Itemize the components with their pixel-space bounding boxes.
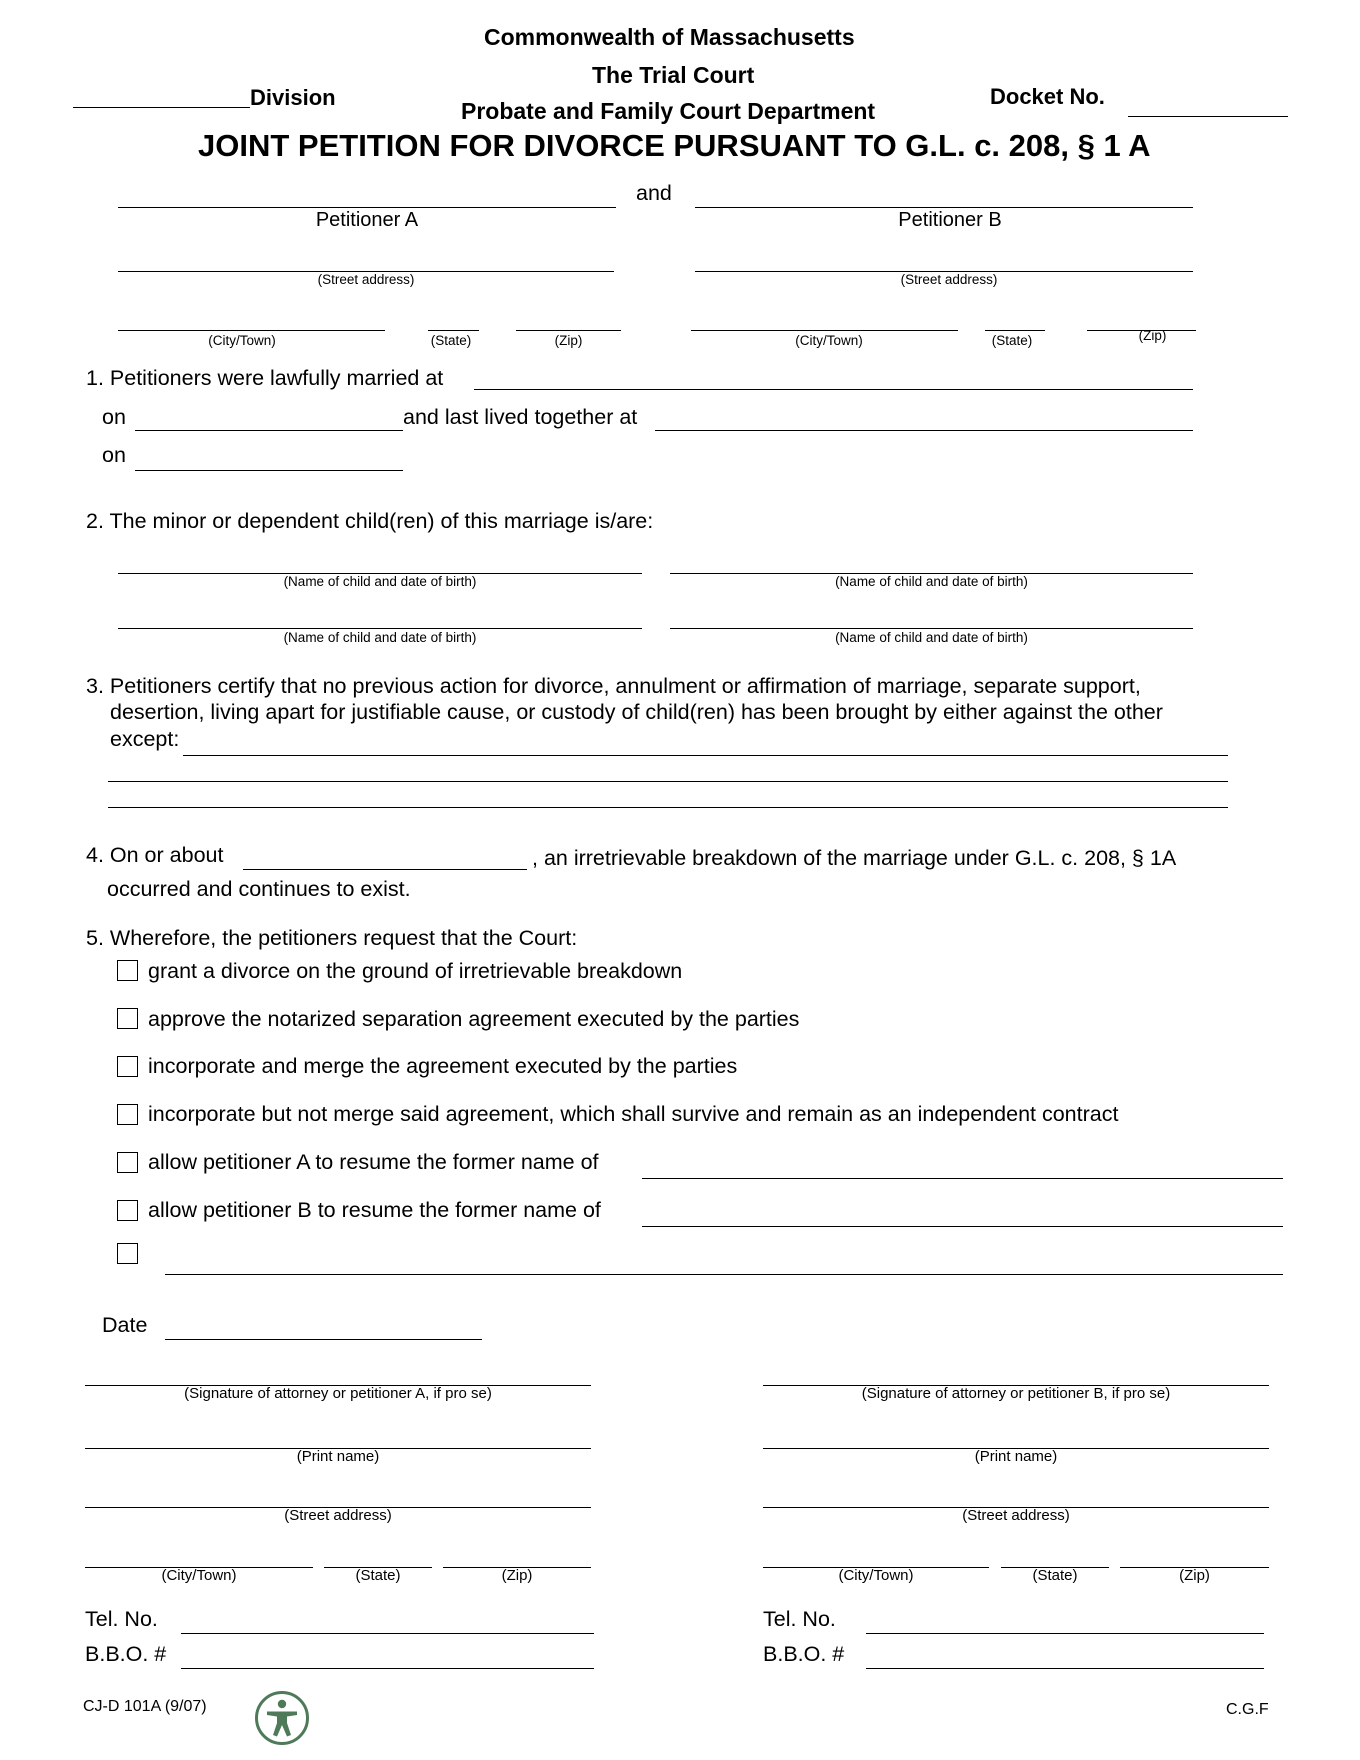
married-on-field[interactable] xyxy=(135,430,403,431)
page-title: JOINT PETITION FOR DIVORCE PURSUANT TO G.L. c. 208, § 1 A xyxy=(198,128,1151,163)
city-a-caption: (City/Town) xyxy=(161,1567,237,1584)
except-field-1[interactable] xyxy=(183,755,1228,756)
signature-b-caption: (Signature of attorney or petitioner B, if pro se) xyxy=(861,1385,1171,1402)
option-resume-name-a-label: allow petitioner A to resume the former name of xyxy=(148,1150,599,1174)
option-approve-agreement-label: approve the notarized separation agreement executed by the parties xyxy=(148,1007,800,1031)
last-lived-on-field[interactable] xyxy=(135,470,403,471)
child-3-caption: (Name of child and date of birth) xyxy=(283,630,477,645)
petitioner-a-label: Petitioner A xyxy=(315,209,419,231)
petitioner-a-city-field[interactable] xyxy=(118,330,385,331)
docket-label: Docket No. xyxy=(990,84,1105,109)
breakdown-date-field[interactable] xyxy=(243,869,527,870)
child-2-caption: (Name of child and date of birth) xyxy=(835,574,1028,589)
state-b-caption: (State) xyxy=(1032,1567,1078,1584)
tel-a-field[interactable] xyxy=(181,1633,594,1634)
petitioner-a-zip-field[interactable] xyxy=(516,330,621,331)
petitioner-a-zip-caption: (Zip) xyxy=(554,333,583,348)
petitioner-b-city-caption: (City/Town) xyxy=(795,333,863,348)
petitioner-b-city-field[interactable] xyxy=(691,330,958,331)
option-other-checkbox[interactable] xyxy=(117,1243,138,1264)
bbo-a-label: B.B.O. # xyxy=(85,1642,167,1666)
petitioner-b-state-caption: (State) xyxy=(991,333,1033,348)
petitioner-a-street-caption: (Street address) xyxy=(317,272,415,287)
tel-b-label: Tel. No. xyxy=(763,1607,836,1631)
petitioner-a-state-field[interactable] xyxy=(428,330,479,331)
zip-b-caption: (Zip) xyxy=(1179,1567,1210,1584)
item3-line2: desertion, living apart for justifiable cause, or custody of child(ren) has been brought by either against the other xyxy=(110,700,1163,724)
item1-on-label: on xyxy=(102,405,126,429)
date-label: Date xyxy=(102,1313,148,1337)
form-id: CJ-D 101A (9/07) xyxy=(83,1698,207,1715)
state-a-caption: (State) xyxy=(355,1567,401,1584)
option-resume-name-b-label: allow petitioner B to resume the former name of xyxy=(148,1198,601,1222)
option-incorporate-not-merge-label: incorporate but not merge said agreement, which shall survive and remain as an independent contract xyxy=(148,1102,1119,1126)
accessibility-icon[interactable] xyxy=(254,1690,310,1746)
married-at-field[interactable] xyxy=(474,389,1193,390)
and-label: and xyxy=(636,181,672,205)
item4-line2: occurred and continues to exist. xyxy=(107,877,411,901)
petitioner-b-state-field[interactable] xyxy=(985,330,1045,331)
former-name-a-field[interactable] xyxy=(642,1178,1283,1179)
item1-on2-label: on xyxy=(102,443,126,467)
bbo-b-field[interactable] xyxy=(866,1668,1264,1669)
tel-b-field[interactable] xyxy=(866,1633,1264,1634)
item5-intro: 5. Wherefore, the petitioners request that the Court: xyxy=(86,926,578,950)
print-name-a-caption: (Print name) xyxy=(296,1448,380,1465)
item3-except-label: except: xyxy=(110,727,180,751)
petitioner-a-city-caption: (City/Town) xyxy=(208,333,276,348)
date-field[interactable] xyxy=(165,1339,482,1340)
child-4-field[interactable] xyxy=(670,628,1193,629)
signature-a-caption: (Signature of attorney or petitioner A, if pro se) xyxy=(184,1385,492,1402)
option-incorporate-merge-label: incorporate and merge the agreement executed by the parties xyxy=(148,1054,738,1078)
item4-rest: , an irretrievable breakdown of the marriage under G.L. c. 208, § 1A xyxy=(532,846,1177,870)
option-resume-name-a-checkbox[interactable] xyxy=(117,1152,138,1173)
city-b-caption: (City/Town) xyxy=(838,1567,914,1584)
division-field[interactable] xyxy=(73,107,250,108)
option-approve-agreement-checkbox[interactable] xyxy=(117,1008,138,1029)
child-4-caption: (Name of child and date of birth) xyxy=(835,630,1028,645)
header-department: Probate and Family Court Department xyxy=(461,98,876,124)
option-incorporate-not-merge-checkbox[interactable] xyxy=(117,1104,138,1125)
item2-children-label: 2. The minor or dependent child(ren) of this marriage is/are: xyxy=(86,509,654,533)
petitioner-b-zip-caption: (Zip) xyxy=(1138,328,1167,343)
street-a-caption: (Street address) xyxy=(284,1507,392,1524)
division-label: Division xyxy=(250,85,336,110)
form-code: C.G.F xyxy=(1226,1701,1269,1718)
option-grant-divorce-label: grant a divorce on the ground of irretrievable breakdown xyxy=(148,959,683,983)
option-incorporate-merge-checkbox[interactable] xyxy=(117,1056,138,1077)
last-lived-at-field[interactable] xyxy=(655,430,1193,431)
petitioner-a-state-caption: (State) xyxy=(430,333,472,348)
print-name-b-caption: (Print name) xyxy=(974,1448,1058,1465)
header-court: The Trial Court xyxy=(592,62,755,88)
header-state: Commonwealth of Massachusetts xyxy=(484,24,855,50)
petitioner-a-name-field[interactable] xyxy=(118,207,616,208)
except-field-2[interactable] xyxy=(108,781,1228,782)
option-grant-divorce-checkbox[interactable] xyxy=(117,960,138,981)
street-b-caption: (Street address) xyxy=(962,1507,1070,1524)
child-3-field[interactable] xyxy=(118,628,642,629)
option-resume-name-b-checkbox[interactable] xyxy=(117,1200,138,1221)
petitioner-b-street-caption: (Street address) xyxy=(900,272,998,287)
tel-a-label: Tel. No. xyxy=(85,1607,158,1631)
bbo-a-field[interactable] xyxy=(181,1668,594,1669)
petitioner-b-label: Petitioner B xyxy=(898,209,1002,231)
item1-married-at: 1. Petitioners were lawfully married at xyxy=(86,366,444,390)
other-request-field[interactable] xyxy=(165,1274,1283,1275)
docket-field[interactable] xyxy=(1128,116,1288,117)
item4-on-about: 4. On or about xyxy=(86,843,224,867)
item1-last-lived-label: and last lived together at xyxy=(403,405,638,429)
item3-line1: 3. Petitioners certify that no previous action for divorce, annulment or affirmation of marriage, separate support, xyxy=(86,674,1141,698)
petitioner-b-name-field[interactable] xyxy=(695,207,1193,208)
child-1-caption: (Name of child and date of birth) xyxy=(283,574,477,589)
zip-a-caption: (Zip) xyxy=(501,1567,533,1584)
former-name-b-field[interactable] xyxy=(642,1226,1283,1227)
except-field-3[interactable] xyxy=(108,807,1228,808)
bbo-b-label: B.B.O. # xyxy=(763,1642,845,1666)
